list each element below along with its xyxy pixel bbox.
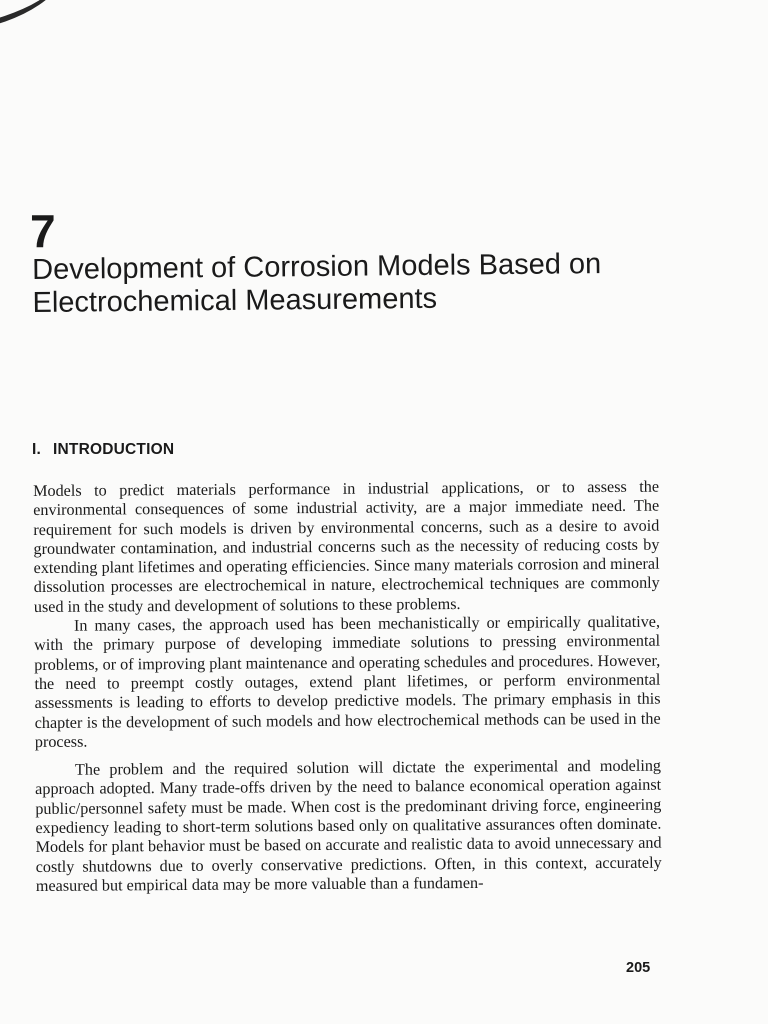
paragraph: In many cases, the approach used has been mechanistically or empirically qualitative, with the primary purpose of developing immediate solutions to pressing environmental problems, or of improving plant maintenance and operating schedules and procedures. However, the need to preempt costly outages, extend plant lifetimes, or perform environmental assessments is leading to efforts to develop predictive models. The primary emphasis in this chapter is the development of such models and how electrochemical methods can be used in the process. — [34, 612, 661, 751]
section-number: I. — [32, 441, 42, 458]
paragraph: Models to predict materials performance in industrial applications, or to assess the environmental consequences of some industrial activity, are a major immediate need. The requirement for such models is driven by environmental concerns, such as a desire to avoid groundwater contamination, and industrial concerns such as the necessity of reducing costs by extending plant lifetimes and operating efficiencies. Since many materials corrosion and mineral dissolution processes are electrochemical in nature, electrochemical techniques are commonly used in the study and development of solutions to these problems. — [33, 477, 660, 616]
section-heading — [32, 441, 174, 459]
body-text — [33, 478, 662, 897]
chapter-title: Development of Corrosion Models Based on Electrochemical Measurements — [32, 248, 602, 319]
page-number: 205 — [626, 960, 651, 976]
page-corner-shadow — [0, 0, 73, 31]
paragraph: The problem and the required solution will dictate the experimental and modeling approach adopted. Many trade-offs driven by the need to balance economical operation against public/personnel safety must be made. When cost is the predominant driving force, engineering expediency leading to short-term solutions based only on qualitative assurances often dominate. Models for plant behavior must be based on accurate and realistic data to avoid unnecessary and costly shutdowns due to overly conservative predictions. Often, in this context, accurately measured but empirical data may be more valuable than a fundamen- — [35, 756, 662, 895]
chapter-number: 7 — [30, 205, 56, 257]
section-title: INTRODUCTION — [53, 441, 175, 458]
